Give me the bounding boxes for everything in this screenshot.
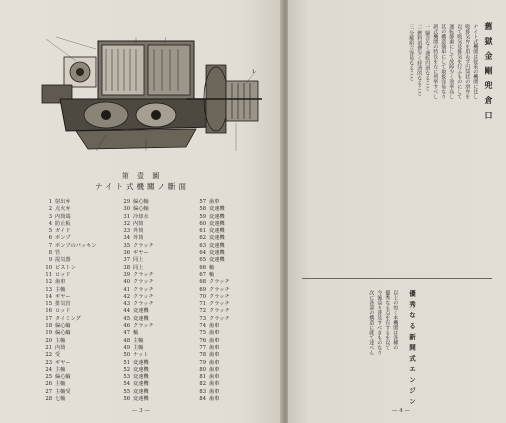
part-name: 変速機 (133, 374, 149, 381)
part-number: 80 (199, 366, 206, 373)
part-number: 26 (45, 381, 52, 388)
text-column: 新式機関の特長を左に列挙すべし (432, 24, 439, 99)
right-page (288, 0, 506, 423)
figure-marker: 1 (252, 69, 256, 75)
part-name: 歯車 (209, 344, 220, 351)
part-number: 50 (123, 352, 130, 359)
part-number: 58 (199, 206, 206, 213)
part-number: 41 (123, 286, 130, 293)
right-page-heading: 舊 獄 金 剛 兜 倉 口 (484, 22, 494, 121)
part-entry (40, 316, 96, 323)
part-entry (40, 243, 96, 250)
part-number: 1 (48, 199, 52, 205)
part-entry (40, 308, 96, 315)
part-name: ガイド (55, 228, 71, 235)
part-number: 7 (48, 242, 52, 249)
part-name: 主軸 (55, 337, 66, 344)
part-name: 変速機 (133, 308, 149, 315)
part-number: 3 (48, 213, 52, 220)
part-entry (40, 360, 96, 367)
part-entry (194, 396, 230, 403)
part-number: 59 (199, 213, 206, 220)
part-number: 63 (199, 242, 206, 249)
part-name: 変速機 (133, 396, 149, 403)
part-name: 歯車 (209, 359, 220, 366)
part-entry (194, 287, 230, 294)
part-name: クラッチ (133, 301, 154, 308)
part-name: 変速機 (209, 250, 225, 257)
text-column: 以て吸気及排気を行ふものにして (456, 24, 463, 99)
part-name: 変速機 (209, 220, 225, 227)
part-name: 歯車 (209, 381, 220, 388)
part-number: 32 (123, 220, 130, 227)
part-entry (118, 330, 154, 337)
text-column: 優秀なる点を有するを以て (384, 290, 391, 350)
part-number: 5 (48, 228, 52, 235)
part-name: ナット (133, 352, 149, 359)
parts-list-column-1 (40, 199, 96, 403)
part-number: 8 (48, 250, 52, 257)
part-number: 78 (199, 352, 206, 359)
part-name: 排気管 (55, 301, 71, 308)
part-name: 歯車 (55, 279, 66, 286)
part-entry (194, 243, 230, 250)
part-name: 受 (55, 352, 61, 359)
part-number: 84 (199, 396, 206, 403)
part-entry (194, 330, 230, 337)
part-name: 冷却水 (133, 213, 149, 220)
right-page-subheading: 優 秀 な る 新 開 式 エ ン ジ ン (408, 290, 416, 406)
part-number: 11 (45, 271, 52, 278)
part-entry (40, 330, 96, 337)
part-number: 29 (123, 199, 130, 205)
part-name: 変速機 (133, 315, 149, 322)
part-entry (40, 345, 96, 352)
part-number: 36 (123, 250, 130, 257)
part-name: 点火弁 (55, 206, 71, 213)
part-name: 主軸 (55, 381, 66, 388)
part-number: 30 (123, 206, 130, 213)
part-number: 71 (199, 301, 206, 308)
part-name: 同上 (133, 257, 144, 264)
part-name: 歯車 (209, 323, 220, 330)
part-number: 62 (199, 235, 206, 242)
part-number: 6 (48, 235, 52, 242)
part-name: 偏心輪 (55, 330, 71, 337)
part-entry (194, 265, 230, 272)
part-entry (194, 279, 230, 286)
part-number: 72 (199, 308, 206, 315)
part-number: 64 (199, 250, 206, 257)
part-entry (194, 316, 230, 323)
part-entry (194, 206, 230, 213)
part-name: 外筒 (133, 235, 144, 242)
section-divider (302, 278, 492, 279)
part-number: 55 (123, 388, 130, 395)
part-name: 歯車 (209, 396, 220, 403)
part-name: 同上 (133, 264, 144, 271)
text-column: 今後益々普及すべきものなり (376, 290, 383, 355)
part-number: 14 (45, 293, 52, 300)
part-entry (194, 257, 230, 264)
part-number: 23 (45, 359, 52, 366)
part-number: 42 (123, 293, 130, 300)
part-entry (194, 308, 230, 315)
part-name: クラッチ (209, 293, 230, 300)
part-entry (118, 279, 154, 286)
part-number: 17 (45, 315, 52, 322)
part-entry (118, 308, 154, 315)
part-name: クラッチ (133, 279, 154, 286)
part-name: 主軸受 (55, 388, 71, 395)
part-entry (194, 352, 230, 359)
part-number: 19 (45, 330, 52, 337)
part-name: 変速機 (209, 206, 225, 213)
part-name: ギヤー (55, 359, 71, 366)
part-number: 61 (199, 228, 206, 235)
part-entry (40, 396, 96, 403)
part-name: 主軸 (55, 366, 66, 373)
part-entry (118, 396, 154, 403)
part-name: 内筒端 (55, 213, 71, 220)
part-number: 28 (45, 396, 52, 403)
part-name: 軸 (209, 271, 215, 278)
part-name: 偏心輪 (55, 374, 71, 381)
part-number: 35 (123, 242, 130, 249)
part-number: 74 (199, 323, 206, 330)
part-name: クラッチ (209, 315, 230, 322)
part-entry (40, 279, 96, 286)
part-name: 歯車 (209, 330, 220, 337)
part-number: 73 (199, 315, 206, 322)
part-name: 変速機 (209, 257, 225, 264)
part-entry (118, 257, 154, 264)
part-number: 54 (123, 381, 130, 388)
part-name: 歯車 (209, 199, 220, 205)
part-number: 49 (123, 344, 130, 351)
part-name: ポンプ (55, 235, 71, 242)
part-number: 65 (199, 257, 206, 264)
text-column: 二 燃料消費少く経済的なること (416, 24, 423, 96)
parts-list-column-3 (194, 199, 230, 403)
part-name: 歯車 (209, 337, 220, 344)
part-name: 変速機 (209, 213, 225, 220)
parts-list-column-2 (118, 199, 154, 403)
part-number: 67 (199, 271, 206, 278)
text-column: 三 分解組立容易なること (408, 24, 415, 81)
part-number: 15 (45, 301, 52, 308)
part-name: クラッチ (133, 286, 154, 293)
part-number: 22 (45, 352, 52, 359)
figure-number: 第 壹 圖 (121, 172, 163, 180)
part-number: 37 (123, 257, 130, 264)
part-entry (118, 389, 154, 396)
part-number: 34 (123, 235, 130, 242)
part-entry (40, 374, 96, 381)
text-column: 運転静粛にして故障少く効率高し (448, 24, 455, 99)
part-name: ポンプのパッキン (55, 242, 97, 249)
part-name: 歯車 (209, 352, 220, 359)
part-entry (118, 243, 154, 250)
part-number: 52 (123, 366, 130, 373)
part-entry (40, 381, 96, 388)
part-entry (40, 257, 96, 264)
part-number: 40 (123, 279, 130, 286)
part-name: 主軸 (133, 337, 144, 344)
part-number: 48 (123, 337, 130, 344)
part-name: タイミング (55, 315, 81, 322)
part-number: 31 (123, 213, 130, 220)
part-name: クラッチ (209, 308, 230, 315)
text-column: 以上の如く本機関は各種の (392, 290, 399, 350)
part-name: 七軸 (55, 396, 66, 403)
part-name: クラッチ (209, 301, 230, 308)
part-entry (40, 287, 96, 294)
part-number: 43 (123, 301, 130, 308)
part-name: ギヤー (55, 293, 71, 300)
part-name: 歯車 (209, 388, 220, 395)
part-number: 68 (199, 279, 206, 286)
part-name: ロッド (55, 271, 71, 278)
part-entry (194, 235, 230, 242)
part-name: 防止板 (55, 220, 71, 227)
part-name: ロッド (55, 308, 71, 315)
part-number: 16 (45, 308, 52, 315)
part-number: 20 (45, 337, 52, 344)
part-entry (118, 287, 154, 294)
part-name: 内筒 (55, 344, 66, 351)
engine-cross-section-drawing (36, 35, 262, 153)
part-name: 偏心軸 (133, 199, 149, 205)
part-entry (194, 214, 230, 221)
part-entry (118, 360, 154, 367)
part-entry (40, 235, 96, 242)
text-column: 其の構造簡単にして取扱容易なり (440, 24, 447, 99)
part-entry (118, 235, 154, 242)
part-number: 24 (45, 366, 52, 373)
part-entry (40, 272, 96, 279)
part-entry (40, 214, 96, 221)
part-name: 射出弁 (55, 199, 71, 205)
part-number: 47 (123, 330, 130, 337)
part-number: 69 (199, 286, 206, 293)
part-entry (40, 338, 96, 345)
part-number: 82 (199, 381, 206, 388)
part-number: 77 (199, 344, 206, 351)
text-column: 吸排気弁を用ゐず円筒状の滑弁を (464, 24, 471, 99)
part-number: 66 (199, 264, 206, 271)
part-name: クラッチ (209, 286, 230, 293)
part-number: 44 (123, 308, 130, 315)
part-name: 外筒 (133, 228, 144, 235)
part-name: 変速機 (133, 359, 149, 366)
part-number: 27 (45, 388, 52, 395)
part-name: 変速機 (209, 242, 225, 249)
part-name: 歯車 (209, 366, 220, 373)
part-entry (40, 265, 96, 272)
part-name: クラッチ (133, 271, 154, 278)
part-number: 2 (48, 206, 52, 213)
part-number: 45 (123, 315, 130, 322)
part-number: 56 (123, 396, 130, 403)
part-entry (194, 389, 230, 396)
part-name: 偏心輪 (55, 323, 71, 330)
part-number: 33 (123, 228, 130, 235)
part-name: 変速機 (133, 381, 149, 388)
part-number: 75 (199, 330, 206, 337)
text-column: ナイト式機関は従来の機関に比し (472, 24, 479, 99)
part-name: 変速機 (133, 366, 149, 373)
part-number: 70 (199, 293, 206, 300)
part-number: 53 (123, 374, 130, 381)
part-name: 変速機 (209, 228, 225, 235)
part-name: クラッチ (133, 242, 154, 249)
part-entry (118, 265, 154, 272)
part-name: 軸 (133, 330, 139, 337)
part-name: 主軸 (55, 286, 66, 293)
part-entry (194, 338, 230, 345)
part-number: 9 (48, 257, 52, 264)
part-name: 変速機 (133, 388, 149, 395)
part-name: 内筒 (133, 220, 144, 227)
part-name: 軸 (209, 264, 215, 271)
part-name: 偏心軸 (133, 206, 149, 213)
part-number: 18 (45, 323, 52, 330)
part-name: クラッチ (133, 323, 154, 330)
right-page-number: — 4 — (392, 408, 410, 414)
part-name: クラッチ (209, 279, 230, 286)
part-number: 39 (123, 271, 130, 278)
part-number: 81 (199, 374, 206, 381)
part-number: 79 (199, 359, 206, 366)
part-name: 管 (55, 250, 61, 257)
part-number: 51 (123, 359, 130, 366)
part-name: クラッチ (133, 293, 154, 300)
part-entry (118, 352, 154, 359)
part-number: 60 (199, 220, 206, 227)
part-entry (118, 338, 154, 345)
part-entry (40, 206, 96, 213)
part-entry (118, 206, 154, 213)
text-column: 一 騒音なく運転円滑なること (424, 24, 431, 91)
part-number: 83 (199, 388, 206, 395)
part-entry (118, 381, 154, 388)
part-entry (40, 352, 96, 359)
part-entry (118, 316, 154, 323)
part-number: 46 (123, 323, 130, 330)
part-number: 10 (45, 264, 52, 271)
part-entry (194, 360, 230, 367)
part-number: 13 (45, 286, 52, 293)
left-page-number: — 3 — (132, 408, 150, 414)
part-entry (40, 389, 96, 396)
part-name: 混気器 (55, 257, 71, 264)
part-name: 変速機 (209, 235, 225, 242)
figure-caption: ナイト式機關ノ斷面 (95, 182, 189, 191)
part-number: 57 (199, 199, 206, 205)
part-name: 主軸 (133, 344, 144, 351)
part-name: 歯車 (209, 374, 220, 381)
part-number: 38 (123, 264, 130, 271)
part-entry (194, 381, 230, 388)
part-entry (118, 214, 154, 221)
part-number: 21 (45, 344, 52, 351)
part-number: 4 (48, 220, 52, 227)
part-number: 76 (199, 337, 206, 344)
text-column: 次に各部の構造に就て述べん (368, 290, 375, 355)
part-number: 25 (45, 374, 52, 381)
part-name: ギヤー (133, 250, 149, 257)
part-number: 12 (45, 279, 52, 286)
part-name: ピストン (55, 264, 76, 271)
